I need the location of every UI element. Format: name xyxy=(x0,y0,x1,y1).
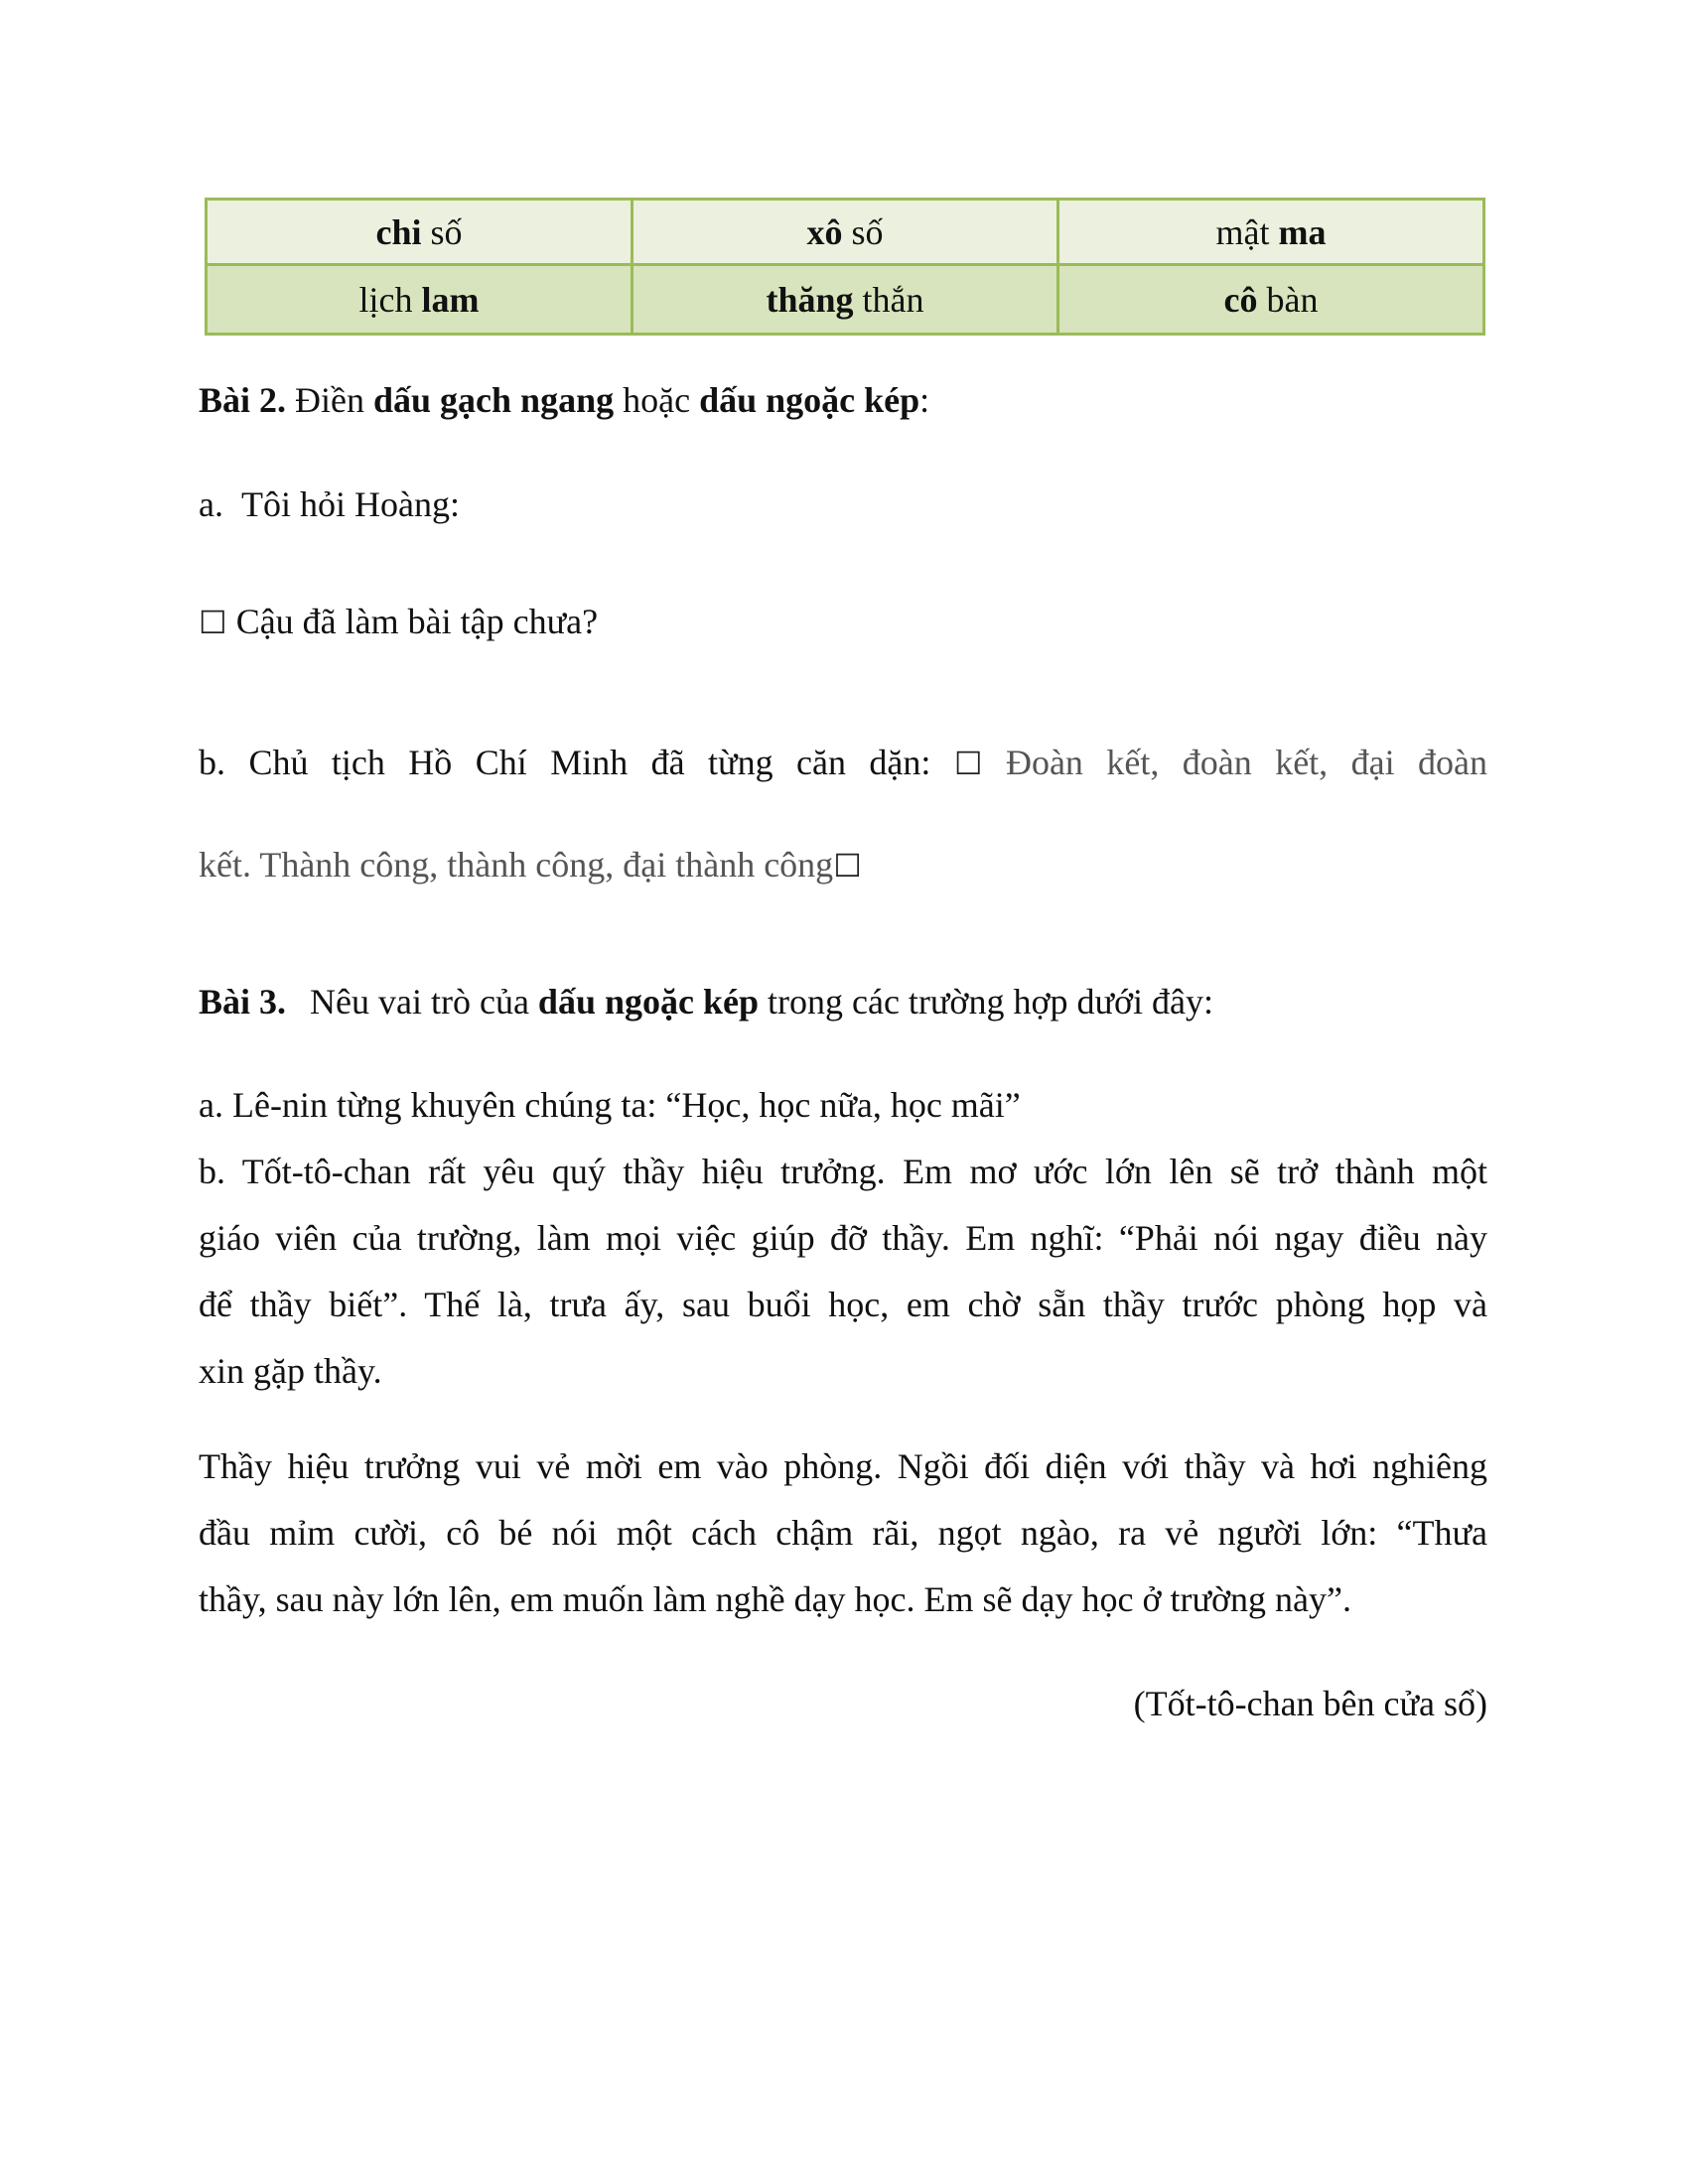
bai2-item-a xyxy=(199,472,1487,538)
cell-rest: số xyxy=(842,211,884,252)
bai3-item-a-text: a. Lê-nin từng khuyên chúng ta: “Học, học nữa, học mãi” xyxy=(199,1085,1021,1125)
keyword-quote: dấu ngoặc kép xyxy=(699,380,920,420)
table-cell xyxy=(633,265,1058,335)
text-line: xin gặp thầy. xyxy=(199,1351,382,1391)
blank-box-icon[interactable]: ☐ xyxy=(953,745,983,782)
bai2-label: Bài 2. xyxy=(199,380,287,420)
cell-bold: thăng xyxy=(766,279,854,320)
bai3-item-b xyxy=(199,1139,1487,1405)
keyword-dash: dấu gạch ngang xyxy=(373,380,615,420)
item-a-quote: Cậu đã làm bài tập chưa? xyxy=(226,602,599,641)
table-cell xyxy=(633,200,1058,265)
cell-bold: xô xyxy=(806,211,843,252)
cell-rest: số xyxy=(421,211,463,252)
item-b-quote-1: Đoàn kết, đoàn kết, đại đoàn xyxy=(1005,743,1488,782)
text-line: thầy, sau này lớn lên, em muốn làm nghề dạy học. Em sẽ dạy học ở trường này”. xyxy=(199,1579,1351,1619)
bai3-text-2: trong các trường hợp dưới đây: xyxy=(759,982,1214,1022)
text-line: để thầy biết”. Thế là, trưa ấy, sau buổi học, em chờ sẵn thầy trước phòng họp và xyxy=(199,1285,1487,1324)
blank-box-icon[interactable]: ☐ xyxy=(833,847,862,885)
bai3-item-a xyxy=(199,1072,1487,1139)
text-line: giáo viên của trường, làm mọi việc giúp đỡ thầy. Em nghĩ: “Phải nói ngay điều này xyxy=(199,1218,1487,1258)
cell-bold: cô xyxy=(1223,279,1258,320)
keyword-quote: dấu ngoặc kép xyxy=(537,982,759,1022)
cell-pre: lịch xyxy=(358,279,422,320)
bai2-text-1: Điền xyxy=(286,380,373,420)
text-line: Thầy hiệu trưởng vui vẻ mời em vào phòng. Ngồi đối diện với thầy và hơi nghiêng xyxy=(199,1446,1487,1486)
word-table xyxy=(205,198,1485,336)
table-cell xyxy=(207,200,633,265)
blank-box-icon[interactable]: ☐ xyxy=(199,604,227,641)
cell-rest: thắn xyxy=(853,279,924,320)
text-line: b. Tốt-tô-chan rất yêu quý thầy hiệu trưởng. Em mơ ước lớn lên sẽ trở thành một xyxy=(199,1152,1487,1191)
bai2-text-3: : xyxy=(919,380,930,420)
cell-pre: mật xyxy=(1215,211,1279,252)
bai2-item-b-line1 xyxy=(199,730,1487,797)
table-cell xyxy=(1058,265,1484,335)
table-row xyxy=(207,265,1484,335)
item-a-label: a. xyxy=(199,484,223,524)
source-text: (Tốt-tô-chan bên cửa sổ) xyxy=(1133,1684,1487,1723)
bai2-item-a-quote xyxy=(199,589,1487,656)
bai3-text-1: Nêu vai trò của xyxy=(310,982,538,1022)
bai2-item-b-line2 xyxy=(199,832,1487,899)
bai2-text-2: hoặc xyxy=(614,380,700,420)
table-row xyxy=(207,200,1484,265)
table-cell xyxy=(1058,200,1484,265)
text-line: đầu mỉm cười, cô bé nói một cách chậm rãi, ngọt ngào, ra vẻ người lớn: “Thưa xyxy=(199,1513,1487,1553)
bai3-heading xyxy=(199,969,1487,1035)
cell-bold: chi xyxy=(375,211,422,252)
bai3-paragraph-2 xyxy=(199,1433,1487,1633)
item-b-quote-2: kết. Thành công, thành công, đại thành công xyxy=(199,845,834,885)
table-cell xyxy=(207,265,633,335)
cell-rest: bàn xyxy=(1257,279,1319,320)
bai3-label: Bài 3. xyxy=(199,982,287,1022)
item-b-text: Chủ tịch Hồ Chí Minh đã từng căn dặn: xyxy=(248,743,931,782)
item-a-text: Tôi hỏi Hoàng: xyxy=(240,484,460,524)
item-b-label: b. xyxy=(199,743,225,782)
cell-bold: lam xyxy=(421,279,480,320)
cell-bold: ma xyxy=(1278,211,1327,252)
bai2-heading xyxy=(199,367,1487,434)
source-citation xyxy=(199,1671,1487,1737)
